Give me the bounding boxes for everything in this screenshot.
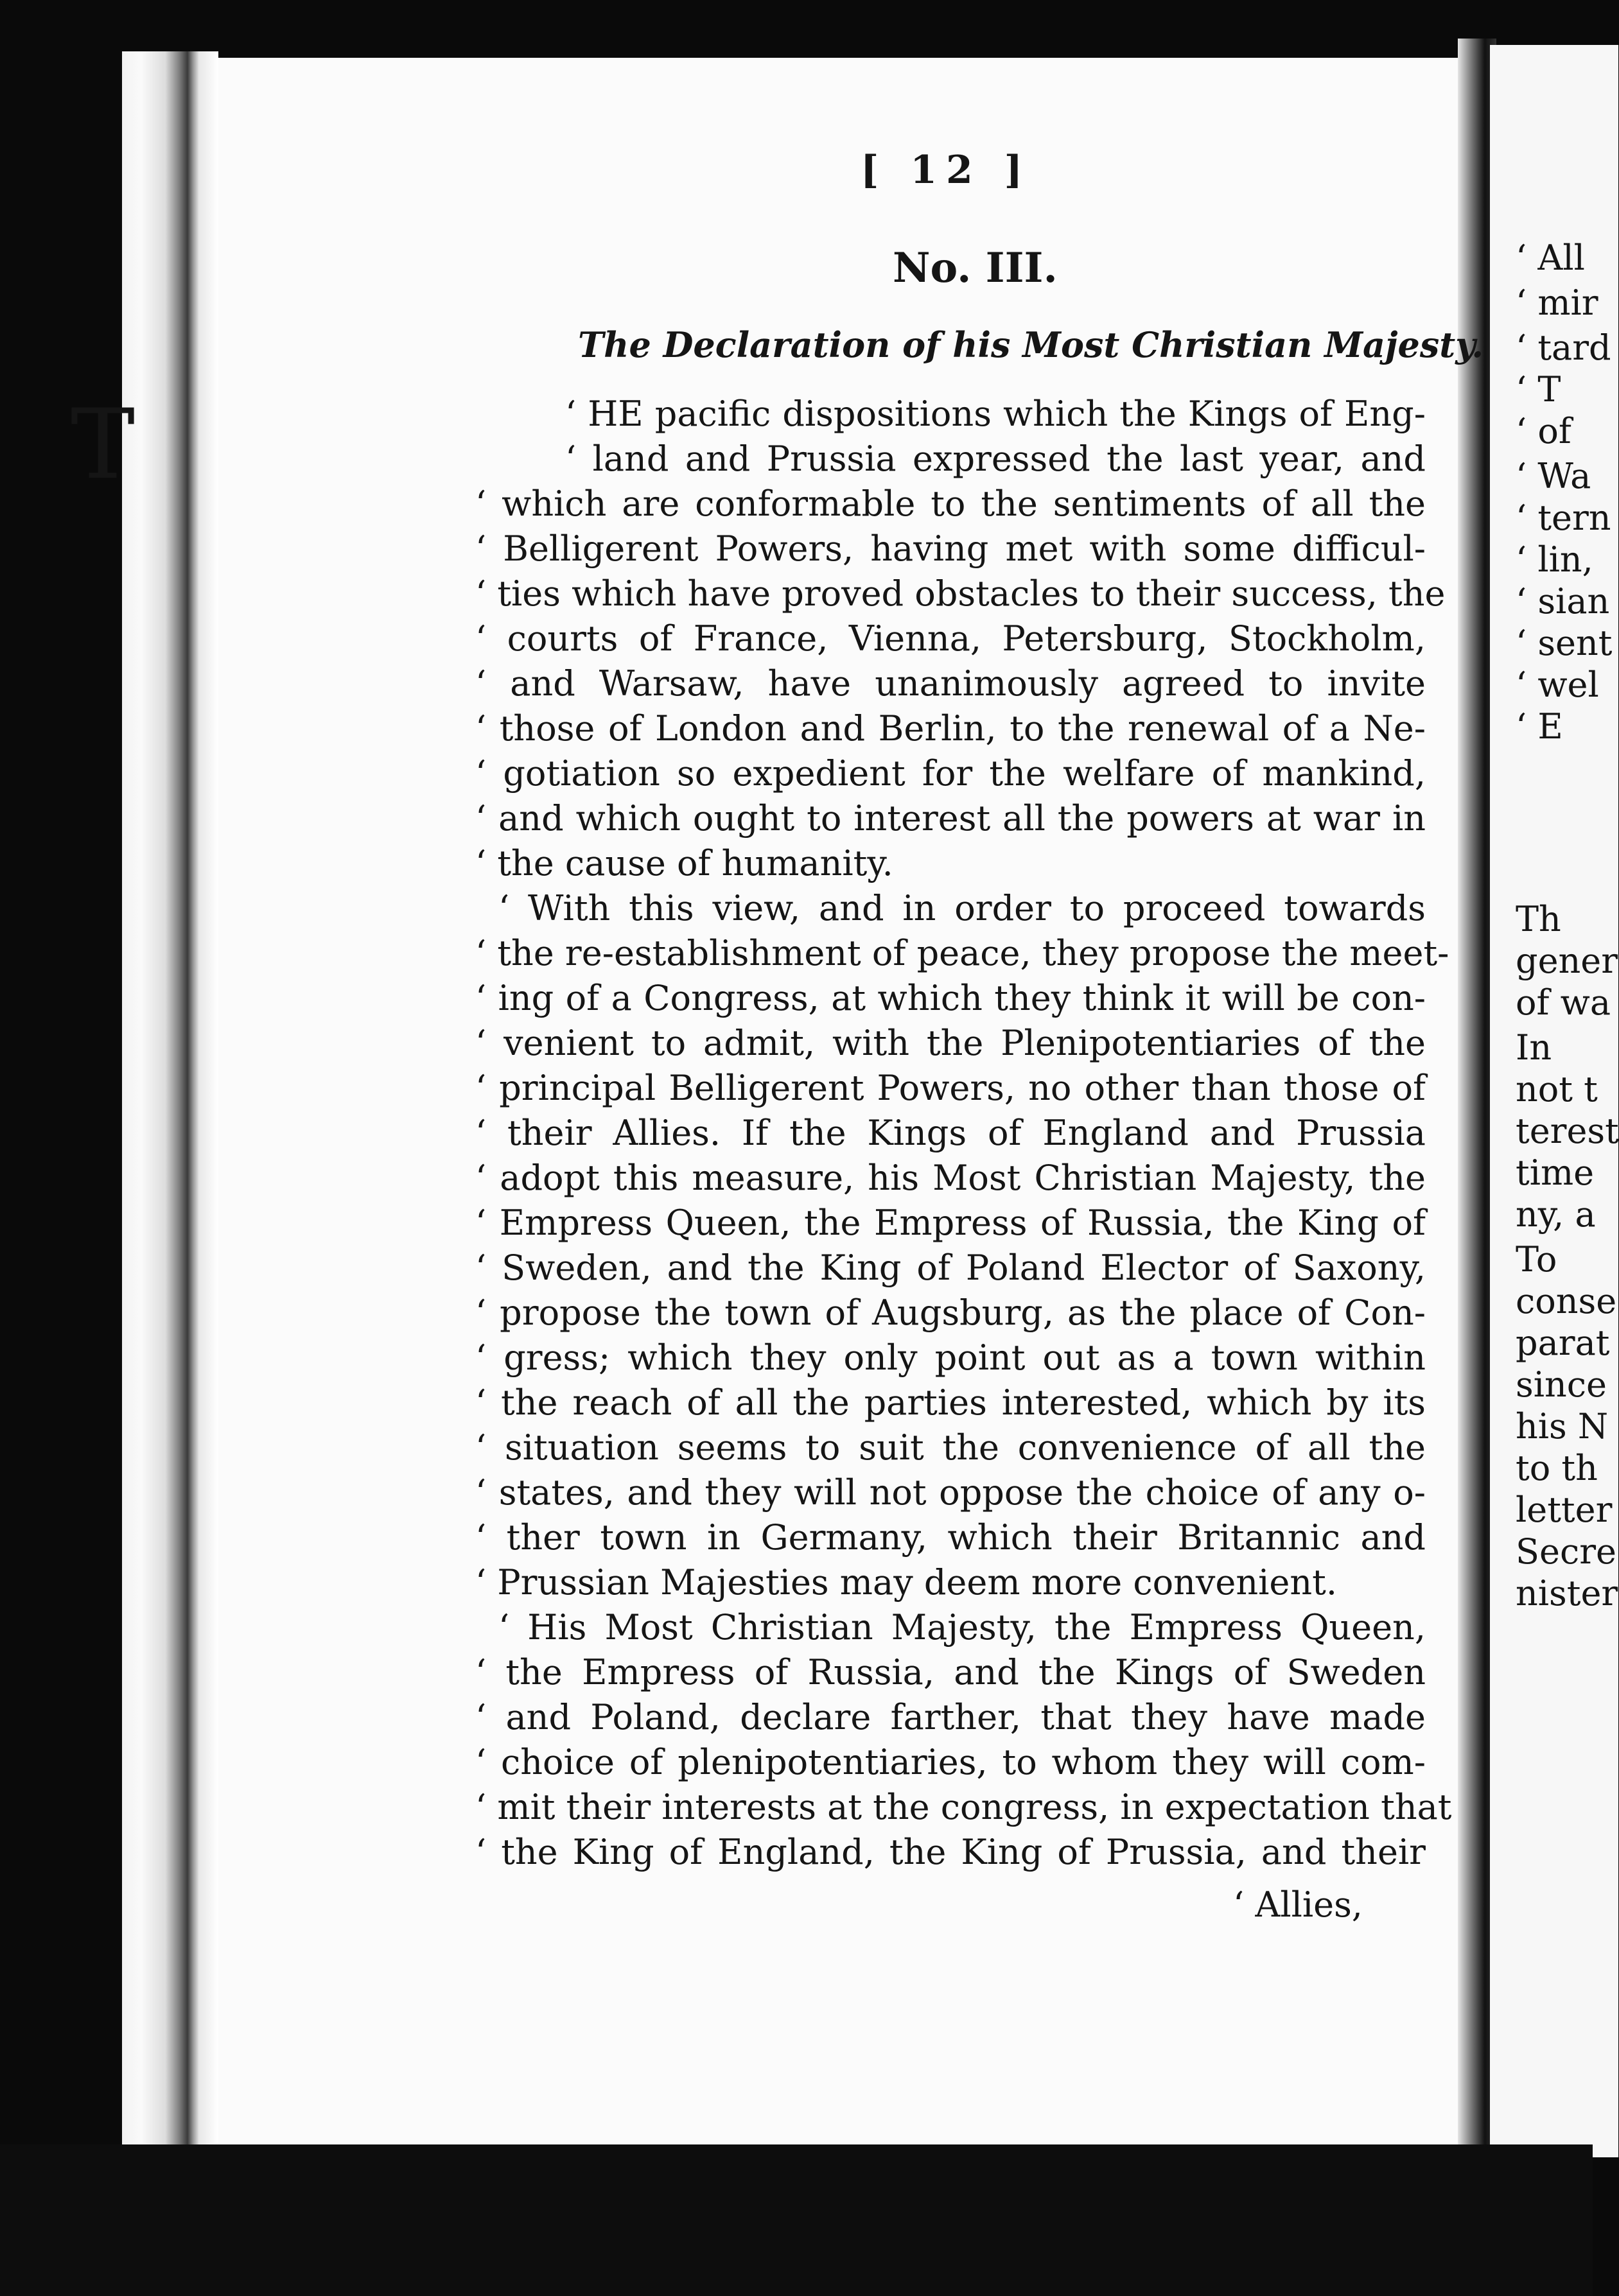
facing-text-fragment: ‘ E bbox=[1516, 706, 1563, 747]
text-line: ‘ their Allies. If the Kings of England and Prussia bbox=[475, 1113, 1426, 1153]
facing-text-fragment: In bbox=[1516, 1027, 1552, 1068]
facing-text-fragment: To bbox=[1516, 1239, 1557, 1280]
facing-page bbox=[1490, 45, 1618, 2157]
text-line: ‘ states, and they will not oppose the choice of any o- bbox=[475, 1472, 1426, 1513]
text-line: ‘ ther town in Germany, which their Britannic and bbox=[475, 1517, 1426, 1558]
facing-text-fragment: time bbox=[1516, 1152, 1595, 1193]
text-line: ‘ and Poland, declare farther, that they have made bbox=[475, 1697, 1426, 1737]
facing-text-fragment: ‘ sian bbox=[1516, 581, 1610, 622]
scan-background bbox=[0, 2144, 1593, 2296]
text-line: ‘ gress; which they only point out as a town within bbox=[475, 1337, 1426, 1378]
book-edge bbox=[122, 51, 218, 2157]
facing-text-fragment: to th bbox=[1516, 1448, 1598, 1488]
facing-text-fragment: not t bbox=[1516, 1069, 1598, 1109]
text-line: ‘ Belligerent Powers, having met with some difficul- bbox=[475, 528, 1426, 569]
section-number: No. III. bbox=[893, 244, 1058, 292]
facing-text-fragment: letter bbox=[1516, 1490, 1613, 1530]
text-line: ‘ propose the town of Augsburg, as the place of Con- bbox=[475, 1292, 1426, 1333]
text-line: ‘ ties which have proved obstacles to their success, the bbox=[475, 573, 1446, 614]
catchword: ‘ Allies, bbox=[1233, 1884, 1363, 1925]
text-line: ‘ courts of France, Vienna, Petersburg, Stockholm, bbox=[475, 618, 1426, 659]
text-line: ‘ situation seems to suit the convenience of all the bbox=[475, 1427, 1426, 1468]
facing-text-fragment: ‘ All bbox=[1516, 238, 1585, 278]
text-line: ‘ mit their interests at the congress, in expectation that bbox=[475, 1787, 1452, 1827]
facing-text-fragment: ‘ sent bbox=[1516, 623, 1613, 663]
facing-text-fragment: ‘ mir bbox=[1516, 283, 1598, 323]
facing-text-fragment: gener bbox=[1516, 941, 1618, 981]
text-line: ‘ venient to admit, with the Plenipotentiaries of the bbox=[475, 1023, 1426, 1063]
body-text bbox=[475, 392, 1452, 1875]
text-line: ‘ Sweden, and the King of Poland Elector of Saxony, bbox=[475, 1248, 1426, 1288]
facing-text-fragment: ‘ wel bbox=[1516, 665, 1599, 705]
facing-text-fragment: parat bbox=[1516, 1323, 1610, 1363]
drop-cap: T bbox=[71, 389, 136, 501]
section-title: The Declaration of his Most Christian Majesty. bbox=[578, 324, 1484, 365]
facing-text-fragment: ‘ T bbox=[1516, 369, 1561, 410]
facing-text-fragment: of wa bbox=[1516, 982, 1611, 1023]
text-line: ‘ the reach of all the parties interested, which by its bbox=[475, 1382, 1426, 1423]
text-line: ‘ Empress Queen, the Empress of Russia, the King of bbox=[475, 1203, 1426, 1243]
facing-text-fragment: ‘ tard bbox=[1516, 327, 1611, 368]
facing-text-fragment: conse bbox=[1516, 1281, 1617, 1321]
text-line: ‘ and Warsaw, have unanimously agreed to invite bbox=[475, 663, 1426, 704]
text-line: ‘ land and Prussia expressed the last year, and bbox=[565, 439, 1426, 479]
facing-text-fragment: since bbox=[1516, 1364, 1607, 1405]
text-line: ‘ adopt this measure, his Most Christian Majesty, the bbox=[475, 1158, 1426, 1198]
text-line: ‘ the cause of humanity. bbox=[475, 843, 893, 883]
facing-text-fragment: ‘ Wa bbox=[1516, 456, 1591, 496]
facing-text-fragment: Th bbox=[1516, 899, 1561, 939]
text-line: ‘ HE pacific dispositions which the Kings of Eng- bbox=[565, 394, 1426, 434]
text-line: ‘ the re-establishment of peace, they propose the meet- bbox=[475, 933, 1449, 973]
text-line: ‘ and which ought to interest all the powers at war in bbox=[475, 798, 1426, 839]
facing-text-fragment: ny, a bbox=[1516, 1194, 1596, 1235]
text-line: ‘ choice of plenipotentiaries, to whom they will com- bbox=[475, 1742, 1426, 1782]
facing-text-fragment: terest bbox=[1516, 1111, 1619, 1151]
facing-text-fragment: Secre bbox=[1516, 1531, 1616, 1572]
text-line: ‘ the Empress of Russia, and the Kings of Sweden bbox=[475, 1652, 1426, 1692]
text-line: ‘ Prussian Majesties may deem more convenient. bbox=[475, 1562, 1338, 1603]
text-line: ‘ the King of England, the King of Prussia, and their bbox=[475, 1832, 1426, 1872]
text-line: ‘ which are conformable to the sentiments of all the bbox=[475, 483, 1426, 524]
facing-text-fragment: ‘ of bbox=[1516, 411, 1571, 451]
facing-text-fragment: nister bbox=[1516, 1573, 1618, 1613]
text-line: ‘ With this view, and in order to proceed towards bbox=[498, 888, 1426, 928]
page-number-header: [ 12 ] bbox=[861, 148, 1032, 193]
text-line: ‘ His Most Christian Majesty, the Empress Queen, bbox=[498, 1607, 1426, 1648]
text-line: ‘ those of London and Berlin, to the renewal of a Ne- bbox=[475, 708, 1426, 749]
text-line: ‘ principal Belligerent Powers, no other than those of bbox=[475, 1068, 1426, 1108]
text-line: ‘ gotiation so expedient for the welfare of mankind, bbox=[475, 753, 1426, 794]
facing-text-fragment: ‘ lin, bbox=[1516, 539, 1593, 580]
facing-text-fragment: his N bbox=[1516, 1406, 1609, 1447]
text-line: ‘ ing of a Congress, at which they think it will be con- bbox=[475, 978, 1426, 1018]
facing-text-fragment: ‘ tern bbox=[1516, 498, 1611, 538]
